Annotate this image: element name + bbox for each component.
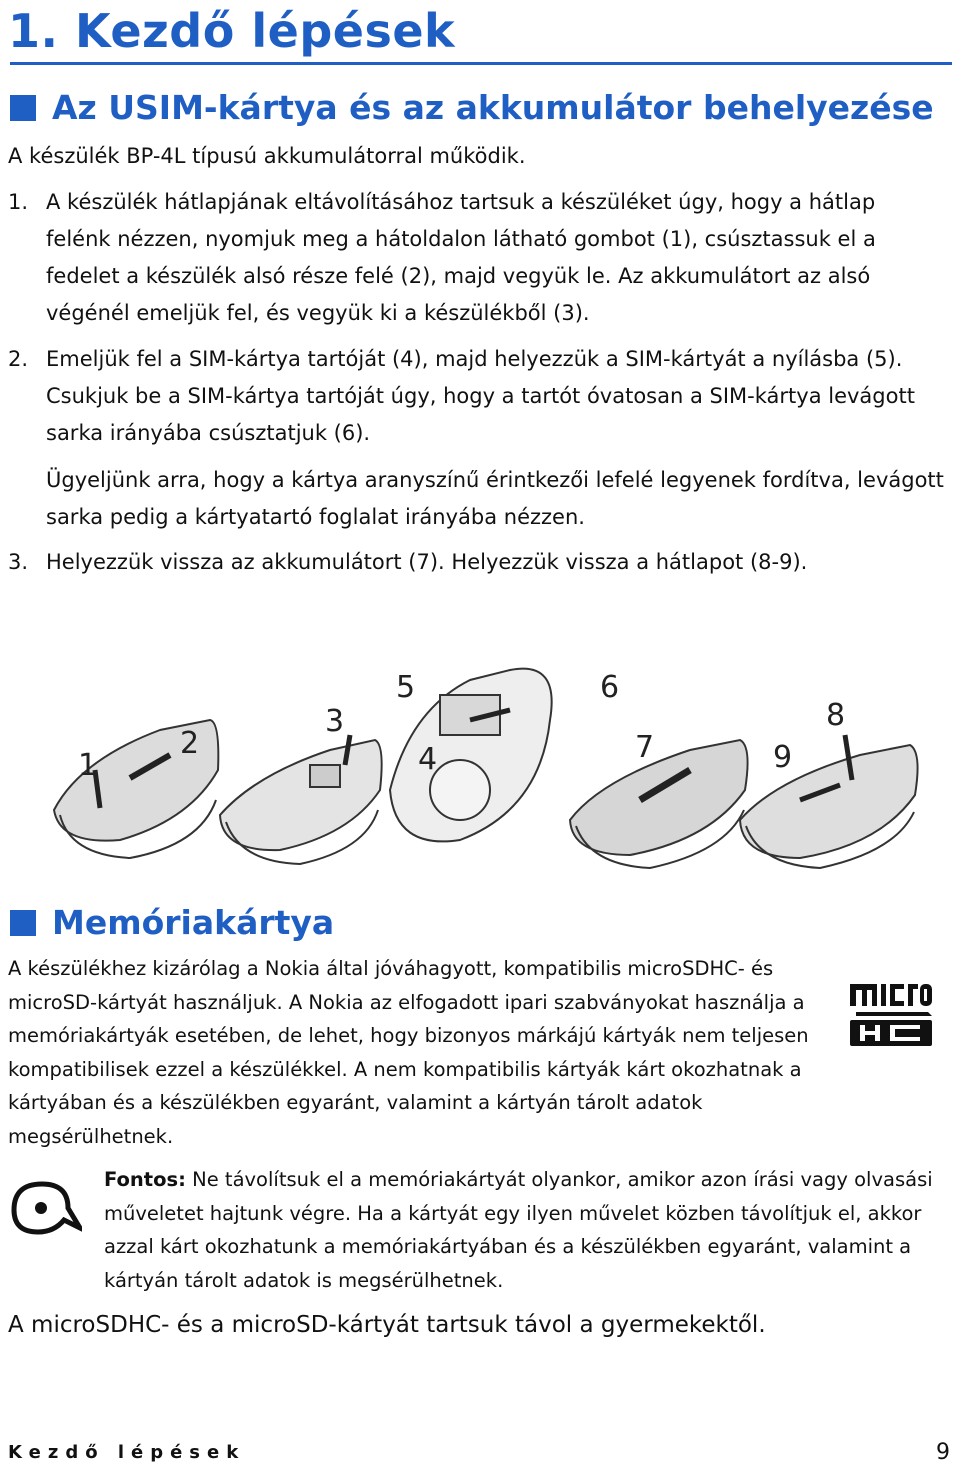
phone-drawing-5 [740, 735, 918, 868]
step-1 [8, 184, 946, 332]
section-heading-text: Az USIM-kártya és az akkumulátor behelyezése [52, 88, 934, 127]
step-number: 1. [8, 190, 29, 214]
step-3 [8, 544, 946, 581]
step-text: Ügyeljünk arra, hogy a kártya aranyszínű érintkezői lefelé legyenek fordítva, levágott sarka pedig a kártyatartó foglalat irányába nézzen. [46, 468, 944, 529]
illustration-label-8: 8 [826, 698, 846, 733]
step-number: 3. [8, 550, 29, 574]
microsdhc-logo-icon [848, 980, 934, 1050]
phone-drawing-2 [220, 735, 382, 864]
footer-chapter-label: Kezdő lépések [8, 1442, 246, 1463]
important-note-icon [8, 1176, 82, 1236]
square-bullet-icon [10, 95, 36, 121]
step-2-note [8, 462, 946, 536]
illustration-label-1: 1 [78, 748, 98, 783]
step-text: Helyezzük vissza az akkumulátort (7). Helyezzük vissza a hátlapot (8-9). [46, 550, 808, 574]
section-heading-memory [10, 903, 334, 942]
intro-paragraph: A készülék BP-4L típusú akkumulátorral működik. [8, 144, 526, 168]
step-number [8, 462, 46, 536]
illustration-label-2: 2 [180, 726, 200, 761]
phone-drawings [40, 640, 960, 880]
illustration-label-6: 6 [600, 670, 620, 705]
child-warning: A microSDHC- és a microSD-kártyát tartsuk távol a gyermekektől. [8, 1312, 766, 1338]
assembly-illustration [40, 640, 960, 880]
illustration-label-7: 7 [635, 730, 655, 765]
chapter-divider [10, 62, 952, 65]
illustration-label-3: 3 [325, 704, 345, 739]
illustration-label-9: 9 [773, 740, 793, 775]
memory-card-paragraph: A készülékhez kizárólag a Nokia által jóváhagyott, kompatibilis microSDHC- és microSD-kártyát használjuk. A Nokia az elfogadott ipari szabványokat használja a memóriakártyák esetében, de lehet, hogy bizonyos márkájú kártyák nem teljesen kompatibilisek ezzel a készülékkel. A nem kompatibilis kártyák kárt okozhatnak a kártyában és a készülékben egyaránt, valamint a kártyán tárolt adatok megsérülhetnek. [8, 957, 809, 1148]
important-note [104, 1163, 949, 1297]
step-number: 2. [8, 347, 29, 371]
step-text: A készülék hátlapjának eltávolításához tartsuk a készüléket úgy, hogy a hátlap felénk nézzen, nyomjuk meg a hátoldalon látható gombot (1), csúsztassuk el a fedelet a készülék alsó része felé (2), majd vegyük le. Az akkumulátort az alsó végénél emeljük fel, és vegyük ki a készülékből (3). [46, 190, 876, 325]
note-label: Fontos: [104, 1168, 186, 1191]
illustration-label-5: 5 [396, 670, 416, 705]
step-2 [8, 341, 946, 452]
section-heading-text: Memóriakártya [52, 903, 335, 942]
chapter-title: 1. Kezdő lépések [8, 4, 456, 58]
page-number: 9 [936, 1440, 950, 1465]
note-body: Ne távolítsuk el a memóriakártyát olyankor, amikor azon írási vagy olvasási műveletet hajtunk végre. Ha a kártyát egy ilyen művelet közben távolítjuk el, akkor azzal kárt okozhatunk a memóriakártyában és a készülékben egyaránt, valamint a kártyán tárolt adatok is megsérülhetnek. [104, 1168, 933, 1292]
section-heading-usim [10, 88, 934, 127]
phone-drawing-4 [570, 740, 748, 868]
illustration-label-4: 4 [418, 742, 438, 777]
square-bullet-icon [10, 910, 36, 936]
step-text: Emeljük fel a SIM-kártya tartóját (4), majd helyezzük a SIM-kártyát a nyílásba (5). Csukjuk be a SIM-kártya tartóját úgy, hogy a tartót óvatosan a SIM-kártya levágott sarka irányába csúsztatjuk (6). [46, 347, 915, 445]
